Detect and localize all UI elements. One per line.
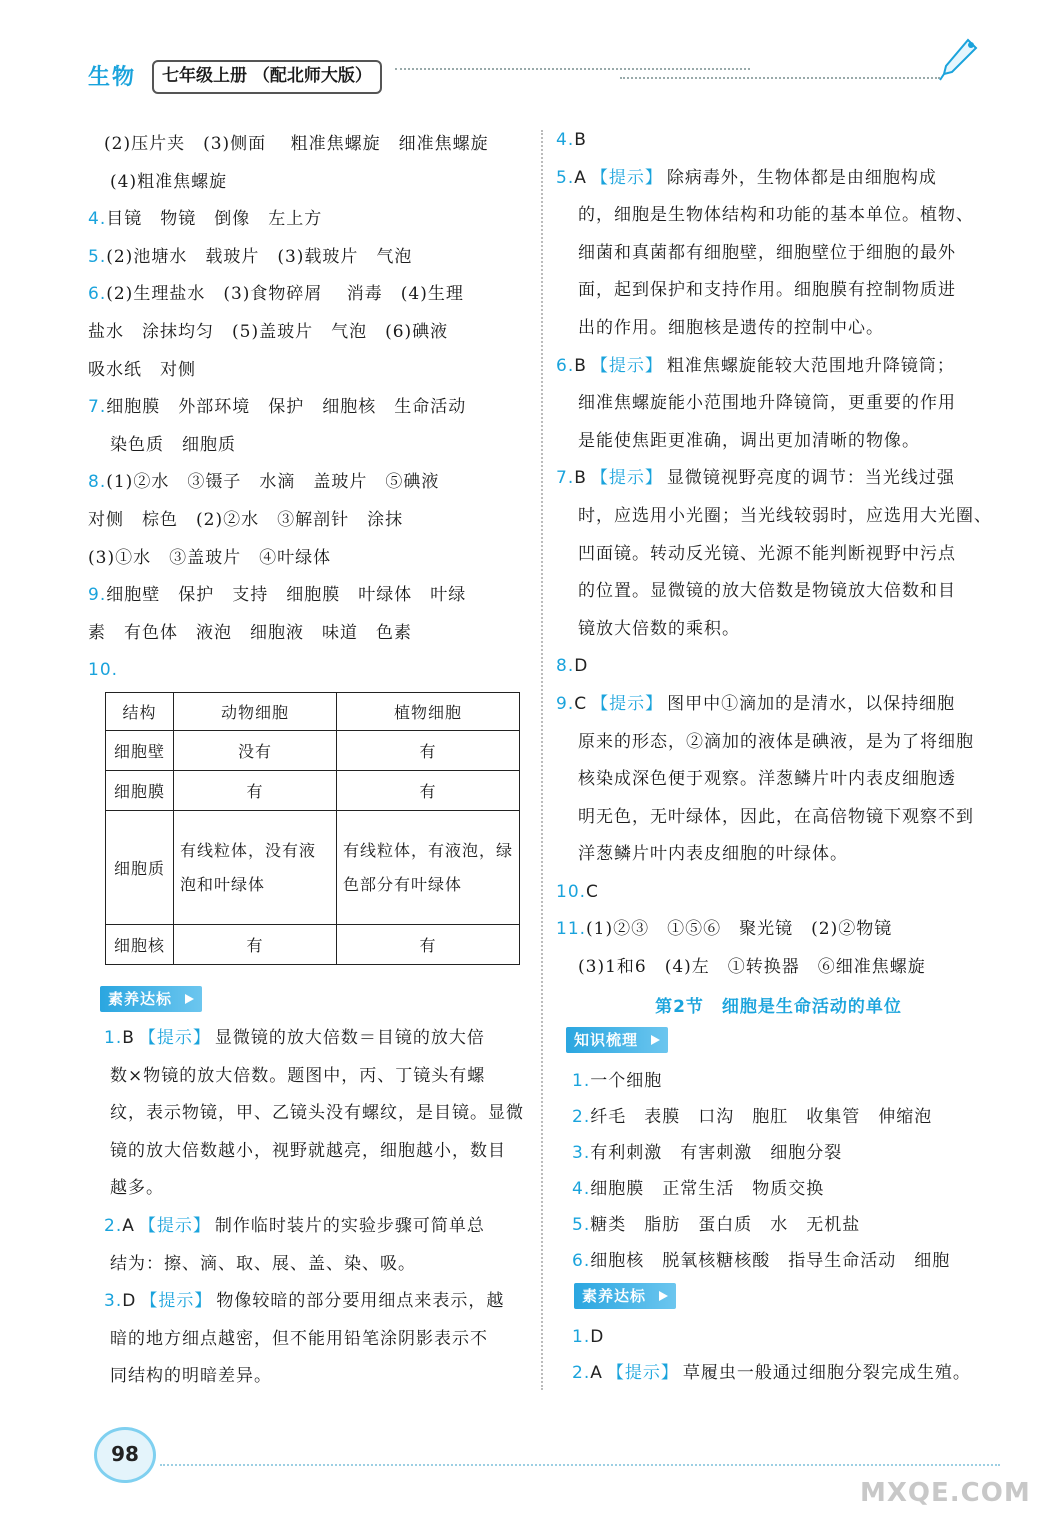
- answer-line: 凹面镜。转动反光镜、光源不能判断视野中污点: [578, 543, 956, 564]
- answer-line: 时，应选用小光圈；当光线较弱时，应选用大光圈、: [578, 505, 992, 526]
- answer-line: 染色质 细胞质: [110, 434, 236, 455]
- arrow-icon: [659, 1291, 668, 1301]
- knowledge-line: 3.有利刺激 有害刺激 细胞分裂: [572, 1142, 843, 1163]
- answer-line: 盐水 涂抹均匀 (5)盖玻片 气泡 (6)碘液: [88, 321, 449, 342]
- table-cell: 有: [337, 925, 520, 965]
- answer-line: 2.A 【提示】 制作临时装片的实验步骤可简单总: [104, 1215, 485, 1236]
- answer-line: 对侧 棕色 (2)②水 ③解剖针 涂抹: [88, 509, 404, 530]
- answer-line: 细菌和真菌都有细胞壁，细胞壁位于细胞的最外: [578, 242, 956, 263]
- pen-icon: [938, 38, 978, 82]
- table-cell: 细胞质: [106, 811, 174, 925]
- table-cell: 有: [337, 771, 520, 811]
- answer-line: 10.: [88, 660, 119, 681]
- answer-line: 暗的地方细点越密，但不能用铅笔涂阴影表示不: [110, 1328, 488, 1349]
- section-title: 第2节 细胞是生命活动的单位: [655, 996, 902, 1017]
- table-header: 动物细胞: [174, 693, 337, 731]
- table-cell: 有线粒体，有液泡，绿色部分有叶绿体: [337, 811, 520, 925]
- answer-line: 11.(1)②③ ①⑤⑥ 聚光镜 (2)②物镜: [556, 919, 893, 940]
- answer-line: 出的作用。细胞核是遗传的控制中心。: [578, 317, 884, 338]
- table-row: [106, 811, 520, 925]
- answer-line: 2.A 【提示】 草履虫一般通过细胞分裂完成生殖。: [572, 1362, 971, 1383]
- watermark: MXQE.COM: [860, 1478, 1031, 1508]
- knowledge-line: 2.纤毛 表膜 口沟 胞肛 收集管 伸缩泡: [572, 1106, 933, 1127]
- left-practice-section: [88, 986, 528, 1396]
- left-column: [88, 126, 528, 690]
- answer-line: 1.B 【提示】 显微镜的放大倍数＝目镜的放大倍: [104, 1028, 485, 1048]
- answer-line: 镜放大倍数的乘积。: [578, 618, 740, 639]
- answer-line: 细准焦螺旋能小范围地升降镜筒，更重要的作用: [578, 393, 956, 414]
- answer-line: 的位置。显微镜的放大倍数是物镜放大倍数和目: [578, 581, 956, 602]
- answer-line: 洋葱鳞片叶内表皮细胞的叶绿体。: [578, 844, 848, 865]
- answer-line: (3)1和6 (4)左 ①转换器 ⑥细准焦螺旋: [578, 957, 926, 978]
- answer-line: 10.C: [556, 881, 599, 902]
- footer-divider: [160, 1464, 1000, 1466]
- badge-wrap: [556, 1027, 1001, 1063]
- table-cell: 细胞壁: [106, 731, 174, 771]
- section-badge: 素养达标: [100, 986, 202, 1012]
- answer-line: 5.(2)池塘水 载玻片 (3)载玻片 气泡: [88, 246, 413, 267]
- table-header-row: [106, 693, 520, 731]
- table-cell: 细胞膜: [106, 771, 174, 811]
- answer-line: 6.(2)生理盐水 (3)食物碎屑 消毒 (4)生理: [88, 284, 464, 305]
- table-cell: 有线粒体，没有液泡和叶绿体: [174, 811, 337, 925]
- answer-line: 的，细胞是生物体结构和功能的基本单位。植物、: [578, 205, 974, 226]
- cell-comparison-table: [105, 692, 520, 965]
- answer-line: 素 有色体 液泡 细胞液 味道 色素: [88, 622, 412, 643]
- answer-line: 1.D: [572, 1326, 605, 1347]
- answer-line: 结为：擦、滴、取、展、盖、染、吸。: [110, 1253, 416, 1274]
- answer-line: (2)压片夹 (3)侧面 粗准焦螺旋 细准焦螺旋: [104, 134, 489, 154]
- knowledge-line: 6.细胞核 脱氧核糖核酸 指导生命活动 细胞: [572, 1250, 951, 1271]
- answer-line: 核染成深色便于观察。洋葱鳞片叶内表皮细胞透: [578, 769, 956, 790]
- answer-line: 镜的放大倍数越小，视野就越亮，细胞越小，数目: [110, 1140, 506, 1161]
- header-divider-lower: [620, 77, 940, 79]
- answer-line: 明无色，无叶绿体，因此，在高倍物镜下观察不到: [578, 806, 974, 827]
- knowledge-line: 4.细胞膜 正常生活 物质交换: [572, 1178, 825, 1199]
- knowledge-line: 1.一个细胞: [572, 1070, 663, 1091]
- table-cell: 有: [337, 731, 520, 771]
- badge-wrap: [556, 1279, 1001, 1319]
- table-cell: 细胞核: [106, 925, 174, 965]
- page-number: 98: [94, 1427, 156, 1483]
- answer-line: (4)粗准焦螺旋: [110, 171, 228, 192]
- answer-line: 同结构的明暗差异。: [110, 1366, 272, 1387]
- answer-line: 吸水纸 对侧: [88, 359, 196, 380]
- answer-line: 4.目镜 物镜 倒像 左上方: [88, 209, 323, 230]
- answer-line: 5.A 【提示】 除病毒外，生物体都是由细胞构成: [556, 167, 937, 188]
- table-row: [106, 925, 520, 965]
- column-divider: [541, 130, 543, 1390]
- answer-line: 9.C 【提示】 图甲中①滴加的是清水，以保持细胞: [556, 693, 956, 714]
- answer-line: 7.B 【提示】 显微镜视野亮度的调节：当光线过强: [556, 468, 955, 489]
- badge-wrap: [88, 986, 528, 1020]
- table-cell: 有: [174, 771, 337, 811]
- answer-line: 3.D 【提示】 物像较暗的部分要用细点来表示，越: [104, 1291, 505, 1312]
- answer-line: 数×物镜的放大倍数。题图中，丙、丁镜头有螺: [110, 1065, 486, 1086]
- answer-line: (3)①水 ③盖玻片 ④叶绿体: [88, 547, 332, 568]
- header-divider: [395, 68, 750, 70]
- practice-badge: 素养达标: [574, 1283, 676, 1309]
- answer-line: 8.(1)②水 ③镊子 水滴 盖玻片 ⑤碘液: [88, 472, 440, 493]
- answer-line: 面，起到保护和支持作用。细胞膜有控制物质进: [578, 280, 956, 301]
- answer-line: 8.D: [556, 656, 589, 677]
- answer-line: 4.B: [556, 130, 587, 150]
- arrow-icon: [651, 1035, 660, 1045]
- answer-line: 6.B 【提示】 粗准焦螺旋能较大范围地升降镜筒；: [556, 355, 955, 376]
- table-row: [106, 771, 520, 811]
- answer-line: 是能使焦距更准确，调出更加清晰的物像。: [578, 430, 920, 451]
- knowledge-line: 5.糖类 脂肪 蛋白质 水 无机盐: [572, 1214, 861, 1235]
- arrow-icon: [185, 994, 194, 1004]
- answer-line: 越多。: [110, 1178, 164, 1199]
- table-header: 结构: [106, 693, 174, 731]
- table-header: 植物细胞: [337, 693, 520, 731]
- table-cell: 有: [174, 925, 337, 965]
- knowledge-badge: 知识梳理: [566, 1027, 668, 1053]
- answer-line: 纹，表示物镜，甲、乙镜头没有螺纹，是目镜。显微: [110, 1103, 524, 1124]
- subject-title: 生物: [88, 65, 137, 90]
- answer-line: 原来的形态，②滴加的液体是碘液，是为了将细胞: [578, 731, 974, 752]
- answer-line: 7.细胞膜 外部环境 保护 细胞核 生命活动: [88, 397, 467, 418]
- answer-line: 9.细胞壁 保护 支持 细胞膜 叶绿体 叶绿: [88, 585, 467, 606]
- right-column: [556, 122, 1001, 1391]
- table-cell: 没有: [174, 731, 337, 771]
- table-row: [106, 731, 520, 771]
- grade-label: 七年级上册 （配北师大版）: [152, 60, 382, 94]
